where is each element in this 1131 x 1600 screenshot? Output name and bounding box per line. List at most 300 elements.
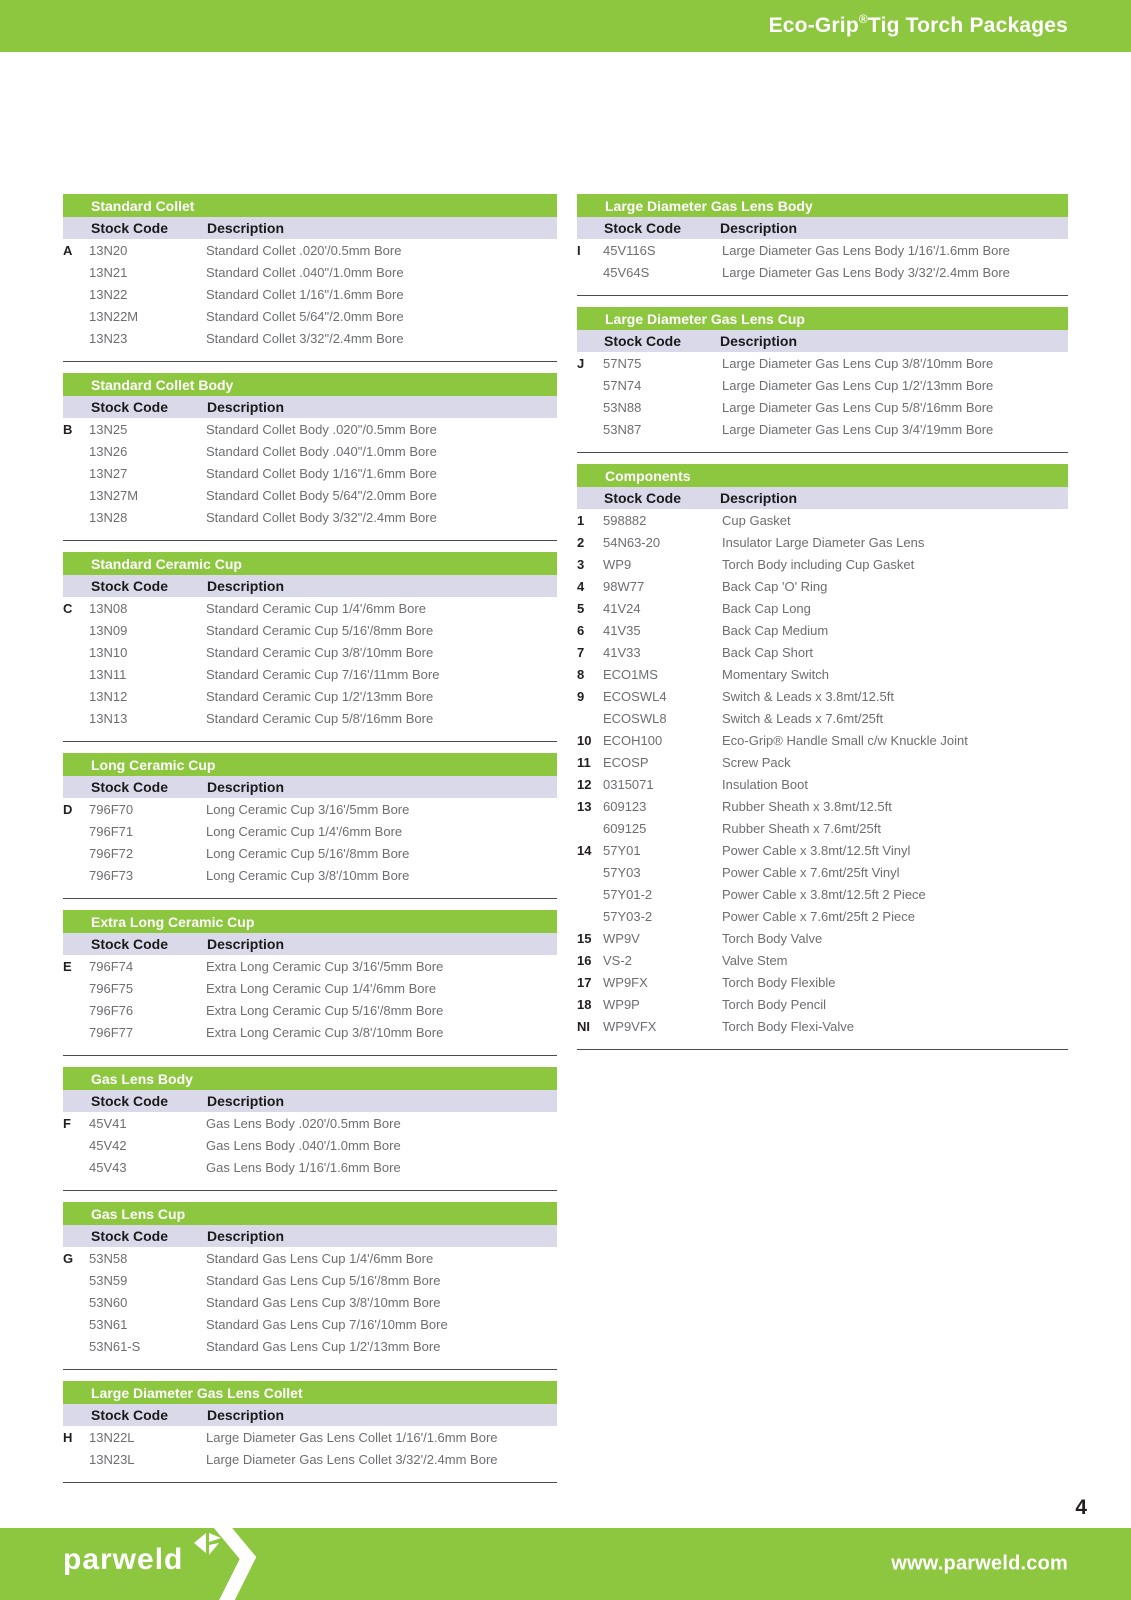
table-bottom-rule — [63, 1190, 557, 1191]
table-title: Standard Ceramic Cup — [91, 555, 242, 572]
row-description: Extra Long Ceramic Cup 3/8'/10mm Bore — [206, 1024, 444, 1040]
table-row — [566, 905, 1068, 927]
page-header — [0, 0, 1131, 52]
row-stock-code: 53N61 — [89, 1316, 128, 1332]
description-header: Description — [207, 1093, 285, 1109]
parweld-logo-text: parweld — [63, 1543, 184, 1576]
table-title: Standard Collet Body — [91, 376, 234, 393]
row-stock-code: 0315071 — [603, 776, 654, 792]
table-title: Extra Long Ceramic Cup — [91, 913, 255, 930]
row-description: Insulator Large Diameter Gas Lens — [722, 534, 925, 550]
table-column-headers — [63, 776, 557, 798]
table-bottom-rule — [63, 1482, 557, 1483]
row-description: Standard Ceramic Cup 5/8'/16mm Bore — [206, 710, 434, 726]
table-title-bar — [63, 753, 557, 776]
table-row — [63, 327, 557, 349]
table-row — [566, 509, 1068, 531]
table-row — [566, 839, 1068, 861]
table-column-headers — [577, 217, 1068, 239]
table-title: Gas Lens Cup — [91, 1205, 186, 1222]
table-title-bar — [63, 1381, 557, 1404]
table-bottom-rule — [63, 1369, 557, 1370]
row-stock-code: 796F71 — [89, 823, 134, 839]
row-label: H — [63, 1429, 73, 1445]
table-row — [63, 261, 557, 283]
table-row — [566, 352, 1068, 374]
row-stock-code: 13N25 — [89, 421, 128, 437]
table-row — [63, 1426, 557, 1448]
table-row — [63, 440, 557, 462]
table-title-bar — [63, 1067, 557, 1090]
table-bottom-rule — [577, 1049, 1068, 1050]
row-label: 13 — [577, 798, 592, 814]
row-stock-code: 57N75 — [603, 355, 642, 371]
table-row — [63, 1335, 557, 1357]
row-stock-code: 41V24 — [603, 600, 641, 616]
description-header: Description — [207, 1407, 285, 1423]
table-rows — [63, 597, 557, 729]
row-description: Standard Collet 5/64"/2.0mm Bore — [206, 308, 404, 324]
row-stock-code: WP9 — [603, 556, 632, 572]
row-description: Long Ceramic Cup 3/16'/5mm Bore — [206, 801, 410, 817]
table-row — [566, 261, 1068, 283]
row-stock-code: ECOH100 — [603, 732, 663, 748]
parts-table — [566, 307, 1068, 453]
table-column-headers — [577, 330, 1068, 352]
parts-table — [63, 373, 557, 541]
row-label: 15 — [577, 930, 592, 946]
row-description: Standard Collet Body 1/16"/1.6mm Bore — [206, 465, 437, 481]
row-stock-code: 13N21 — [89, 264, 128, 280]
row-label: 14 — [577, 842, 592, 858]
row-stock-code: ECO1MS — [603, 666, 658, 682]
table-bottom-rule — [63, 898, 557, 899]
table-row — [566, 729, 1068, 751]
row-description: Standard Collet Body 5/64"/2.0mm Bore — [206, 487, 437, 503]
table-row — [566, 663, 1068, 685]
row-description: Long Ceramic Cup 5/16'/8mm Bore — [206, 845, 410, 861]
row-description: Large Diameter Gas Lens Body 1/16'/1.6mm Bore — [722, 242, 1010, 258]
stock-code-header: Stock Code — [604, 490, 682, 506]
page-title — [769, 0, 1068, 52]
table-row — [566, 396, 1068, 418]
row-description: Standard Collet Body .040"/1.0mm Bore — [206, 443, 437, 459]
table-title-bar — [63, 194, 557, 217]
row-label: 5 — [577, 600, 585, 616]
table-row — [566, 971, 1068, 993]
table-rows — [566, 509, 1068, 1037]
row-label: I — [577, 242, 581, 258]
row-stock-code: 796F75 — [89, 980, 134, 996]
row-stock-code: 796F70 — [89, 801, 134, 817]
row-stock-code: 598882 — [603, 512, 647, 528]
table-rows — [63, 418, 557, 528]
row-description: Standard Gas Lens Cup 7/16'/10mm Bore — [206, 1316, 448, 1332]
description-header: Description — [207, 578, 285, 594]
stock-code-header: Stock Code — [91, 220, 169, 236]
table-row — [63, 1021, 557, 1043]
table-row — [63, 305, 557, 327]
row-stock-code: WP9VFX — [603, 1018, 657, 1034]
table-row — [63, 1112, 557, 1134]
row-description: Standard Collet Body .020"/0.5mm Bore — [206, 421, 437, 437]
table-row — [63, 506, 557, 528]
row-description: Standard Collet 3/32"/2.4mm Bore — [206, 330, 404, 346]
row-stock-code: 45V116S — [603, 242, 656, 258]
row-description: Torch Body including Cup Gasket — [722, 556, 915, 572]
row-stock-code: 13N09 — [89, 622, 128, 638]
table-title-bar — [63, 910, 557, 933]
table-title: Components — [605, 467, 691, 484]
table-rows — [63, 1112, 557, 1178]
row-label: F — [63, 1115, 71, 1131]
row-description: Standard Ceramic Cup 1/2'/13mm Bore — [206, 688, 434, 704]
table-row — [63, 641, 557, 663]
row-description: Large Diameter Gas Lens Cup 3/8'/10mm Bore — [722, 355, 994, 371]
row-label: 2 — [577, 534, 585, 550]
row-label: 4 — [577, 578, 585, 594]
table-row — [63, 1313, 557, 1335]
row-description: Insulation Boot — [722, 776, 809, 792]
stock-code-header: Stock Code — [91, 936, 169, 952]
table-title-bar — [577, 194, 1068, 217]
row-description: Back Cap Medium — [722, 622, 829, 638]
table-row — [63, 418, 557, 440]
row-stock-code: ECOSWL8 — [603, 710, 667, 726]
row-label: 1 — [577, 512, 585, 528]
row-stock-code: 98W77 — [603, 578, 645, 594]
table-title-bar — [577, 307, 1068, 330]
page-footer — [0, 1528, 1131, 1600]
table-row — [63, 1448, 557, 1470]
description-header: Description — [720, 490, 798, 506]
row-stock-code: 45V64S — [603, 264, 650, 280]
row-stock-code: ECOSWL4 — [603, 688, 667, 704]
table-row — [63, 484, 557, 506]
row-description: Large Diameter Gas Lens Body 3/32'/2.4mm Bore — [722, 264, 1010, 280]
table-bottom-rule — [577, 452, 1068, 453]
row-description: Rubber Sheath x 3.8mt/12.5ft — [722, 798, 892, 814]
table-row — [63, 283, 557, 305]
table-title: Standard Collet — [91, 197, 195, 214]
table-row — [63, 1247, 557, 1269]
row-stock-code: 796F74 — [89, 958, 134, 974]
row-stock-code: VS-2 — [603, 952, 632, 968]
table-title: Large Diameter Gas Lens Cup — [605, 310, 805, 327]
row-stock-code: 609125 — [603, 820, 647, 836]
row-stock-code: WP9P — [603, 996, 640, 1012]
table-bottom-rule — [63, 361, 557, 362]
table-row — [566, 685, 1068, 707]
table-column-headers — [63, 217, 557, 239]
row-label: 11 — [577, 754, 591, 770]
parts-table — [63, 1381, 557, 1483]
row-stock-code: 13N27 — [89, 465, 128, 481]
row-label: 6 — [577, 622, 585, 638]
table-title: Gas Lens Body — [91, 1070, 193, 1087]
stock-code-header: Stock Code — [91, 399, 169, 415]
table-row — [566, 239, 1068, 261]
table-row — [566, 1015, 1068, 1037]
row-description: Back Cap Short — [722, 644, 814, 660]
row-stock-code: 53N88 — [603, 399, 642, 415]
row-stock-code: 609123 — [603, 798, 647, 814]
table-bottom-rule — [63, 540, 557, 541]
row-description: Standard Ceramic Cup 5/16'/8mm Bore — [206, 622, 434, 638]
table-row — [566, 773, 1068, 795]
registered-trademark-symbol: ® — [858, 12, 868, 26]
stock-code-header: Stock Code — [604, 333, 682, 349]
row-description: Standard Collet .020'/0.5mm Bore — [206, 242, 402, 258]
description-header: Description — [207, 936, 285, 952]
table-title-bar — [63, 373, 557, 396]
row-stock-code: 53N87 — [603, 421, 642, 437]
row-stock-code: 796F76 — [89, 1002, 134, 1018]
stock-code-header: Stock Code — [91, 1093, 169, 1109]
table-row — [566, 927, 1068, 949]
row-description: Gas Lens Body .040'/1.0mm Bore — [206, 1137, 401, 1153]
page-title-brand: Eco-Grip — [768, 14, 859, 37]
row-label: 8 — [577, 666, 585, 682]
table-row — [63, 1269, 557, 1291]
table-row — [63, 1134, 557, 1156]
row-description: Gas Lens Body .020'/0.5mm Bore — [206, 1115, 401, 1131]
row-stock-code: 13N12 — [89, 688, 128, 704]
row-stock-code: 45V43 — [89, 1159, 127, 1175]
page-number: 4 — [1075, 1496, 1087, 1519]
table-bottom-rule — [577, 295, 1068, 296]
website-url: www.parweld.com — [891, 1552, 1068, 1575]
table-row — [566, 374, 1068, 396]
table-title-bar — [63, 1202, 557, 1225]
table-row — [63, 977, 557, 999]
stock-code-header: Stock Code — [91, 779, 169, 795]
row-description: Standard Collet 1/16"/1.6mm Bore — [206, 286, 404, 302]
row-stock-code: 13N10 — [89, 644, 128, 660]
table-row — [63, 707, 557, 729]
table-bottom-rule — [63, 741, 557, 742]
table-row — [566, 795, 1068, 817]
table-title: Large Diameter Gas Lens Body — [605, 197, 813, 214]
row-description: Standard Collet Body 3/32"/2.4mm Bore — [206, 509, 437, 525]
row-description: Extra Long Ceramic Cup 3/16'/5mm Bore — [206, 958, 444, 974]
row-description: Switch & Leads x 3.8mt/12.5ft — [722, 688, 894, 704]
description-header: Description — [207, 220, 285, 236]
table-rows — [63, 1247, 557, 1357]
row-label: 16 — [577, 952, 592, 968]
row-label: NI — [577, 1018, 590, 1034]
row-label: A — [63, 242, 73, 258]
row-label: 12 — [577, 776, 592, 792]
table-row — [566, 949, 1068, 971]
table-rows — [63, 1426, 557, 1470]
parts-table — [63, 753, 557, 899]
row-description: Large Diameter Gas Lens Collet 1/16'/1.6mm Bore — [206, 1429, 498, 1445]
parts-table — [63, 552, 557, 742]
row-label: C — [63, 600, 73, 616]
row-description: Rubber Sheath x 7.6mt/25ft — [722, 820, 881, 836]
table-row — [63, 955, 557, 977]
row-stock-code: 796F77 — [89, 1024, 134, 1040]
table-column-headers — [63, 1225, 557, 1247]
row-description: Long Ceramic Cup 3/8'/10mm Bore — [206, 867, 410, 883]
row-label: B — [63, 421, 73, 437]
table-row — [63, 685, 557, 707]
row-stock-code: 13N26 — [89, 443, 128, 459]
row-stock-code: 53N58 — [89, 1250, 128, 1266]
right-column — [566, 194, 1068, 1061]
row-description: Gas Lens Body 1/16'/1.6mm Bore — [206, 1159, 401, 1175]
row-label: D — [63, 801, 73, 817]
row-description: Power Cable x 3.8mt/12.5ft Vinyl — [722, 842, 911, 858]
row-label: G — [63, 1250, 74, 1266]
row-stock-code: 13N13 — [89, 710, 128, 726]
table-row — [566, 707, 1068, 729]
row-label: 9 — [577, 688, 585, 704]
row-description: Standard Ceramic Cup 3/8'/10mm Bore — [206, 644, 434, 660]
stock-code-header: Stock Code — [91, 1407, 169, 1423]
row-stock-code: 13N11 — [89, 666, 127, 682]
row-label: 10 — [577, 732, 592, 748]
stock-code-header: Stock Code — [91, 1228, 169, 1244]
table-row — [63, 864, 557, 886]
table-rows — [63, 798, 557, 886]
left-column — [63, 194, 557, 1494]
row-stock-code: WP9FX — [603, 974, 648, 990]
row-stock-code: 54N63-20 — [603, 534, 661, 550]
row-description: Extra Long Ceramic Cup 1/4'/6mm Bore — [206, 980, 437, 996]
table-row — [63, 462, 557, 484]
row-stock-code: 13N22 — [89, 286, 128, 302]
row-description: Torch Body Flexible — [722, 974, 836, 990]
description-header: Description — [207, 779, 285, 795]
row-description: Cup Gasket — [722, 512, 791, 528]
row-label: J — [577, 355, 585, 371]
table-rows — [566, 352, 1068, 440]
row-stock-code: 13N08 — [89, 600, 128, 616]
row-stock-code: 53N60 — [89, 1294, 128, 1310]
description-header: Description — [207, 399, 285, 415]
table-row — [63, 1291, 557, 1313]
table-title-bar — [577, 464, 1068, 487]
table-row — [63, 597, 557, 619]
row-stock-code: 13N23L — [89, 1451, 135, 1467]
parts-table — [566, 194, 1068, 296]
row-description: Switch & Leads x 7.6mt/25ft — [722, 710, 884, 726]
row-label: E — [63, 958, 72, 974]
table-row — [63, 842, 557, 864]
row-description: Long Ceramic Cup 1/4'/6mm Bore — [206, 823, 403, 839]
row-stock-code: 13N28 — [89, 509, 128, 525]
row-stock-code: 13N27M — [89, 487, 139, 503]
table-column-headers — [63, 396, 557, 418]
table-title: Long Ceramic Cup — [91, 756, 216, 773]
table-column-headers — [63, 933, 557, 955]
row-stock-code: 57N74 — [603, 377, 642, 393]
row-description: Standard Gas Lens Cup 1/4'/6mm Bore — [206, 1250, 434, 1266]
description-header: Description — [720, 220, 798, 236]
row-description: Standard Collet .040"/1.0mm Bore — [206, 264, 404, 280]
table-bottom-rule — [63, 1055, 557, 1056]
table-row — [63, 999, 557, 1021]
row-stock-code: 13N22L — [89, 1429, 135, 1445]
row-stock-code: 796F73 — [89, 867, 134, 883]
row-description: Extra Long Ceramic Cup 5/16'/8mm Bore — [206, 1002, 444, 1018]
row-description: Screw Pack — [722, 754, 791, 770]
row-description: Large Diameter Gas Lens Collet 3/32'/2.4mm Bore — [206, 1451, 498, 1467]
row-description: Eco-Grip® Handle Small c/w Knuckle Joint — [722, 732, 968, 748]
row-label: 7 — [577, 644, 585, 660]
table-rows — [566, 239, 1068, 283]
table-row — [566, 531, 1068, 553]
table-row — [566, 575, 1068, 597]
row-description: Back Cap Long — [722, 600, 811, 616]
table-row — [566, 619, 1068, 641]
table-column-headers — [63, 1090, 557, 1112]
stock-code-header: Stock Code — [91, 578, 169, 594]
stock-code-header: Stock Code — [604, 220, 682, 236]
table-row — [566, 993, 1068, 1015]
row-stock-code: 57Y03 — [603, 864, 641, 880]
row-label: 3 — [577, 556, 585, 572]
row-label: 17 — [577, 974, 592, 990]
parweld-arrow-icon — [193, 1531, 223, 1557]
table-row — [566, 553, 1068, 575]
parts-table — [63, 1202, 557, 1370]
row-stock-code: 53N61-S — [89, 1338, 141, 1354]
page-title-rest: Tig Torch Packages — [867, 14, 1068, 37]
row-stock-code: 41V35 — [603, 622, 641, 638]
parts-table — [63, 1067, 557, 1191]
table-row — [566, 817, 1068, 839]
row-description: Power Cable x 7.6mt/25ft 2 Piece — [722, 908, 915, 924]
row-stock-code: 53N59 — [89, 1272, 128, 1288]
table-rows — [63, 239, 557, 349]
row-description: Large Diameter Gas Lens Cup 5/8'/16mm Bore — [722, 399, 994, 415]
table-row — [63, 820, 557, 842]
table-row — [566, 861, 1068, 883]
row-description: Standard Ceramic Cup 1/4'/6mm Bore — [206, 600, 426, 616]
row-description: Power Cable x 3.8mt/12.5ft 2 Piece — [722, 886, 926, 902]
row-stock-code: 45V42 — [89, 1137, 127, 1153]
row-description: Power Cable x 7.6mt/25ft Vinyl — [722, 864, 900, 880]
table-row — [566, 641, 1068, 663]
row-stock-code: 13N20 — [89, 242, 128, 258]
row-stock-code: 45V41 — [89, 1115, 127, 1131]
row-stock-code: 13N22M — [89, 308, 139, 324]
table-column-headers — [577, 487, 1068, 509]
row-label: 18 — [577, 996, 592, 1012]
table-row — [566, 418, 1068, 440]
description-header: Description — [720, 333, 798, 349]
row-description: Torch Body Pencil — [722, 996, 827, 1012]
table-column-headers — [63, 1404, 557, 1426]
parts-table — [63, 910, 557, 1056]
table-row — [63, 239, 557, 261]
table-column-headers — [63, 575, 557, 597]
row-description: Large Diameter Gas Lens Cup 3/4'/19mm Bore — [722, 421, 994, 437]
row-stock-code: ECOSP — [603, 754, 649, 770]
table-row — [63, 798, 557, 820]
row-description: Momentary Switch — [722, 666, 829, 682]
table-row — [566, 751, 1068, 773]
table-row — [63, 619, 557, 641]
row-description: Valve Stem — [722, 952, 788, 968]
row-stock-code: 13N23 — [89, 330, 128, 346]
table-title-bar — [63, 552, 557, 575]
table-title: Large Diameter Gas Lens Collet — [91, 1384, 303, 1401]
description-header: Description — [207, 1228, 285, 1244]
